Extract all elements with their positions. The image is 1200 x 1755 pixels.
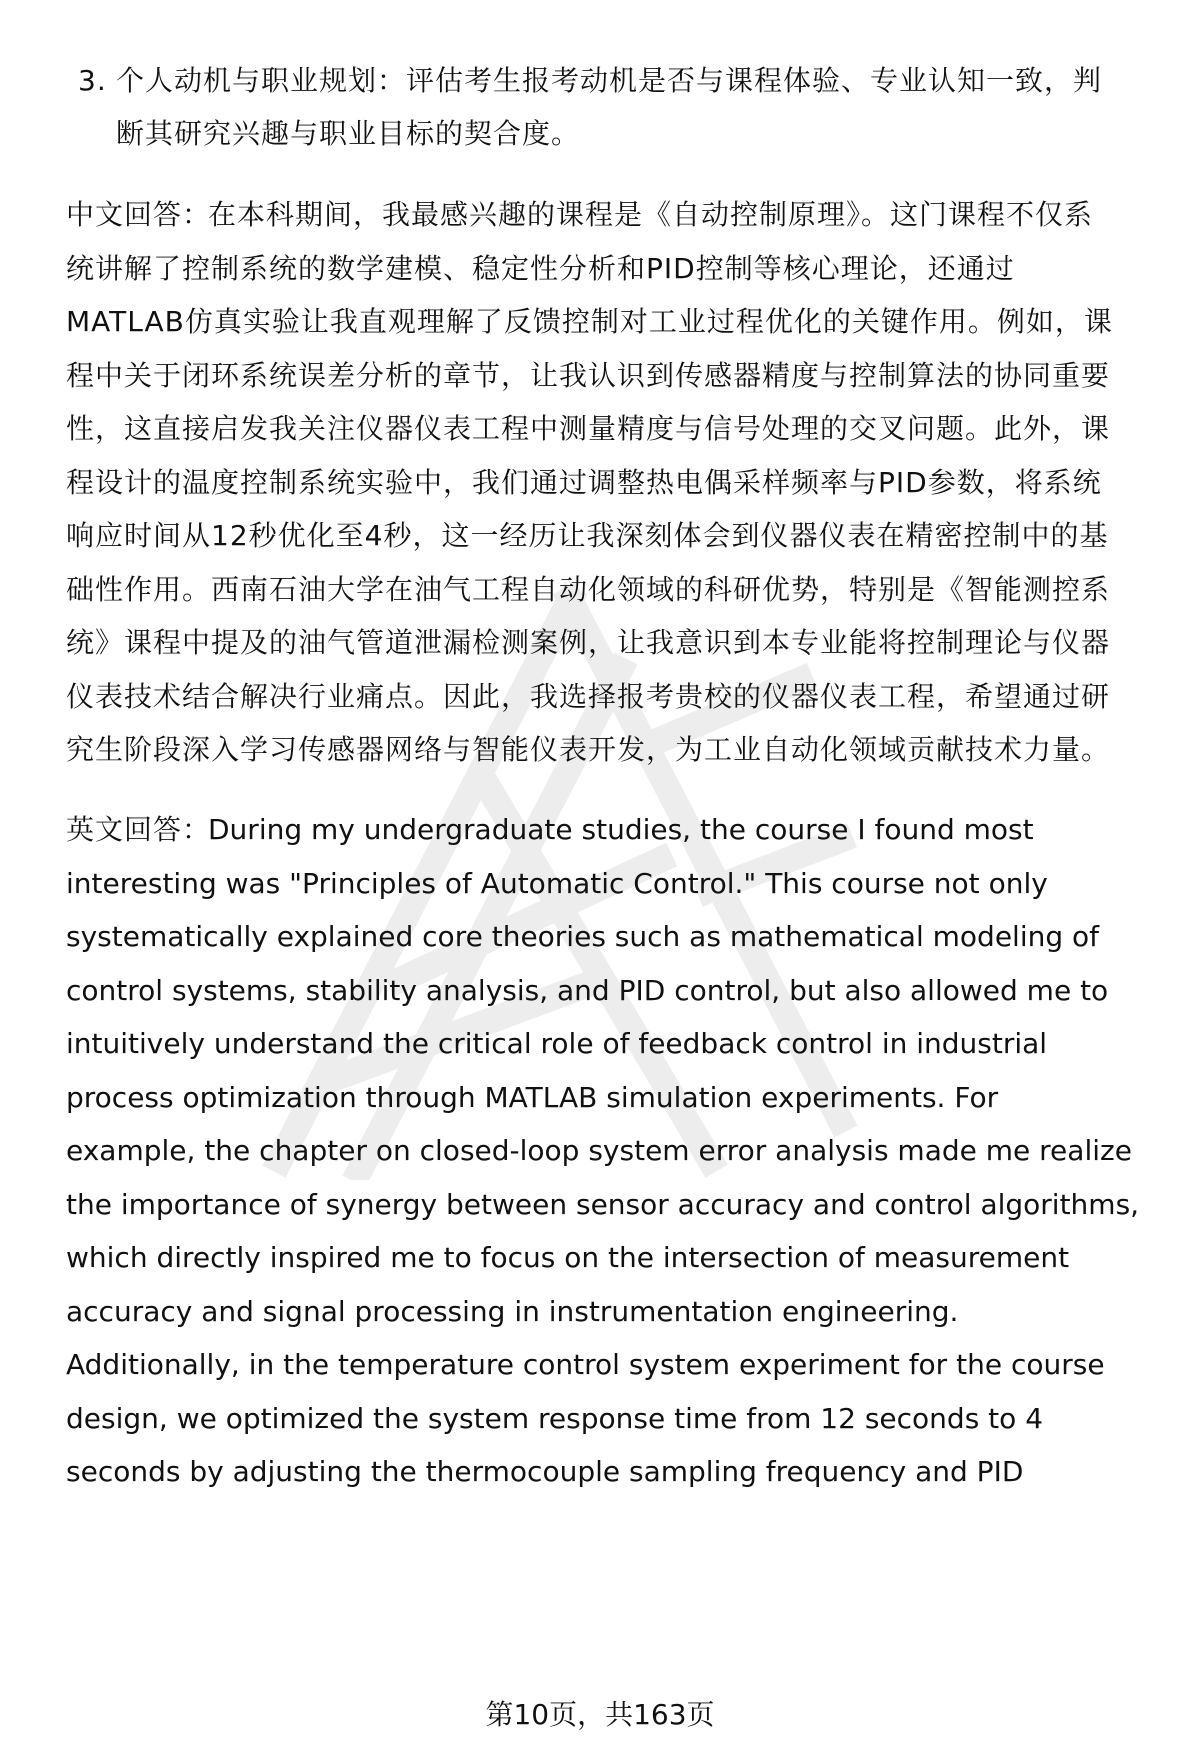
english-answer-line: which directly inspired me to focus on the intersection of measurement [66,1241,1070,1274]
chinese-answer-line: 在本科期间，我最感兴趣的课程是《自动控制原理》。这门课程不仅系 [208,198,1094,231]
english-answer-line: intuitively understand the critical role of feedback control in industrial [66,1027,1048,1060]
chinese-answer-line: 响应时间从12秒优化至4秒，这一经历让我深刻体会到仪器仪表在精密控制中的基 [66,519,1109,552]
english-answer-label: 英文回答： [66,813,212,846]
chinese-answer-line: MATLAB仿真实验让我直观理解了反馈控制对工业过程优化的关键作用。例如，课 [66,305,1113,338]
chinese-answer-line: 仪表技术结合解决行业痛点。因此，我选择报考贵校的仪器仪表工程，希望通过研 [66,680,1111,713]
english-answer-line: control systems, stability analysis, and PID control, but also allowed me to [66,974,1109,1007]
chinese-answer-line: 程设计的温度控制系统实验中，我们通过调整热电偶采样频率与PID参数，将系统 [66,466,1102,499]
english-answer-line: interesting was "Principles of Automatic Control." This course not only [66,867,1048,900]
chinese-answer-line: 统》课程中提及的油气管道泄漏检测案例，让我意识到本专业能将控制理论与仪器 [66,626,1111,659]
page-indicator: 第10页，共163页 [485,1698,715,1731]
chinese-answer-line: 程中关于闭环系统误差分析的章节，让我认识到传感器精度与控制算法的协同重要 [66,359,1111,392]
chinese-answer-line: 统讲解了控制系统的数学建模、稳定性分析和PID控制等核心理论，还通过 [66,252,1015,285]
chinese-answer-line: 究生阶段深入学习传感器网络与智能仪表开发，为工业自动化领域贡献技术力量。 [66,733,1111,766]
english-answer-line: systematically explained core theories such as mathematical modeling of [66,920,1100,953]
chinese-answer-label: 中文回答： [66,198,212,231]
english-answer-line: process optimization through MATLAB simulation experiments. For [66,1081,999,1114]
english-answer-line: design, we optimized the system response time from 12 seconds to 4 [66,1402,1044,1435]
english-answer-line: example, the chapter on closed-loop system error analysis made me realize [66,1134,1132,1167]
question-text-line: 个人动机与职业规划：评估考生报考动机是否与课程体验、专业认知一致，判 [116,64,1103,97]
english-answer-line: During my undergraduate studies, the course I found most [208,813,1034,846]
question-text-line: 断其研究兴趣与职业目标的契合度。 [116,117,581,150]
chinese-answer-line: 础性作用。西南石油大学在油气工程自动化领域的科研优势，特别是《智能测控系 [66,573,1111,606]
english-answer-line: the importance of synergy between sensor accuracy and control algorithms, [66,1188,1140,1221]
english-answer-line: accuracy and signal processing in instrumentation engineering. [66,1295,959,1328]
english-answer-line: Additionally, in the temperature control system experiment for the course [66,1348,1105,1381]
question-number: 3. [78,64,107,97]
chinese-answer-line: 性，这直接启发我关注仪器仪表工程中测量精度与信号处理的交叉问题。此外，课 [66,412,1111,445]
english-answer-line: seconds by adjusting the thermocouple sampling frequency and PID [66,1455,1024,1488]
